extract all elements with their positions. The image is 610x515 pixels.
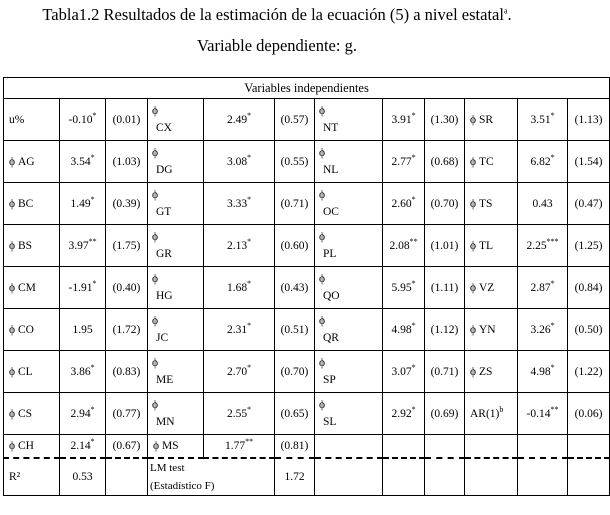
coefficient-cell [60,141,106,183]
variable-name-cell [148,99,204,141]
standard-error-cell: (0.68) [425,141,465,183]
coefficient-value: 2.92 [391,407,412,420]
coefficient-cell [383,267,425,309]
variable-name-cell [4,435,60,459]
variable-name: QO [323,289,340,302]
variable-name: CX [156,121,172,134]
phi-symbol: ϕ [9,155,16,168]
standard-error-cell: (0.57) [275,99,315,141]
significance-mark: * [247,278,252,288]
significance-mark: * [411,194,416,204]
standard-error-cell: (1.25) [568,225,610,267]
table-title-footnote-mark: a [503,6,508,16]
coefficient-cell [204,309,275,351]
coefficient-value: 5.95 [391,281,412,294]
variable-name-cell [315,351,383,393]
variable-name: MN [156,415,175,428]
coefficient-cell [383,309,425,351]
footnote-mark: b [499,404,504,414]
variable-name: CL [17,365,33,378]
lm-test-label-line1: LM test [150,462,185,474]
coefficient-value: -0.10 [68,113,93,126]
coefficient-cell [204,99,275,141]
variable-name: CM [17,281,36,294]
results-table-body [4,78,610,496]
coefficient-cell [60,393,106,435]
variable-name: NL [323,163,339,176]
standard-error-cell: (1.11) [425,267,465,309]
coefficient-value: 0.43 [532,197,553,210]
variable-name-cell [315,183,383,225]
standard-error-cell: (0.55) [275,141,315,183]
variable-name: CS [17,407,33,420]
variable-name: AG [17,155,35,168]
significance-mark: * [247,110,252,120]
variable-name-cell [4,393,60,435]
significance-mark: * [90,152,95,162]
phi-symbol: ϕ [9,197,16,210]
standard-error-cell: (0.69) [425,393,465,435]
coefficient-cell [518,309,568,351]
coefficient-value: 3.33 [226,197,248,210]
standard-error-cell: (0.77) [106,393,148,435]
variable-name: QR [323,331,339,344]
standard-error-cell: (0.84) [568,267,610,309]
standard-error-cell: (1.30) [425,99,465,141]
empty-cell [106,458,148,496]
coefficient-value: 3.08 [226,155,248,168]
variable-name-cell [4,183,60,225]
variable-name-cell [315,225,383,267]
variable-name: BS [17,239,33,252]
phi-symbol: ϕ [319,230,326,243]
variable-name-cell [148,393,204,435]
variable-name-cell [148,267,204,309]
variable-name-cell [465,99,518,141]
significance-mark: * [90,362,95,372]
coefficient-value: 2.25 [526,239,547,252]
r-squared-value: 0.53 [60,458,106,496]
results-table [3,77,610,496]
coefficient-value: 2.08 [389,239,410,252]
significance-mark: * [411,110,416,120]
significance-mark: * [247,404,252,414]
standard-error-cell: (0.40) [106,267,148,309]
phi-symbol: ϕ [9,407,16,420]
coefficient-cell [204,183,275,225]
variable-name: AR(1) [470,407,500,420]
phi-symbol: ϕ [470,155,477,168]
variable-name-cell [4,141,60,183]
empty-cell [465,435,518,459]
significance-mark: * [411,404,416,414]
variable-name-cell [315,99,383,141]
empty-cell [383,458,425,496]
dependent-variable-caption: Variable dependiente: g. [197,36,357,55]
coefficient-cell [383,183,425,225]
coefficient-cell [383,225,425,267]
significance-mark: * [411,320,416,330]
variable-name-cell [4,309,60,351]
significance-mark: * [92,278,97,288]
phi-symbol: ϕ [470,113,477,126]
r-squared-label: R² [4,458,60,496]
variable-name-cell [315,309,383,351]
coefficient-value: 2.55 [226,407,248,420]
significance-mark: * [550,110,555,120]
table-row [4,141,610,183]
significance-mark: * [247,362,252,372]
standard-error-cell: (0.60) [275,225,315,267]
coefficient-value: 2.94 [70,407,91,420]
coefficient-cell [204,225,275,267]
variable-name: GR [156,247,172,260]
variable-name-cell [465,225,518,267]
variable-name: VZ [478,281,495,294]
standard-error-cell: (0.70) [425,183,465,225]
table-header: Variables independientes [4,78,610,99]
table-title-text: Tabla1.2 Resultados de la estimación de la ecuación (5) a nivel estatal [42,5,504,24]
significance-mark: * [247,152,252,162]
phi-symbol: ϕ [470,197,477,210]
variable-name: HG [156,289,173,302]
variable-name-cell [315,141,383,183]
variable-name-cell [465,183,518,225]
variable-name: BC [17,197,34,210]
phi-symbol: ϕ [470,323,477,336]
significance-mark: * [92,110,97,120]
significance-mark: * [550,362,555,372]
phi-symbol: ϕ [319,104,326,117]
empty-cell [425,435,465,459]
standard-error-cell: (0.50) [568,309,610,351]
coefficient-cell [60,99,106,141]
coefficient-value: 1.77 [224,440,246,452]
variable-name: DG [156,163,173,176]
coefficient-value: 3.54 [70,155,91,168]
standard-error-cell: (0.81) [275,435,315,459]
phi-symbol: ϕ [319,188,326,201]
significance-mark: * [247,320,252,330]
variable-name: JC [156,331,169,344]
standard-error-cell: (0.67) [106,435,148,459]
empty-cell [568,458,610,496]
standard-error-cell: (1.12) [425,309,465,351]
phi-symbol: ϕ [470,239,477,252]
empty-cell [383,435,425,459]
variable-name: SR [478,113,494,126]
variable-name: SL [323,415,337,428]
standard-error-cell: (0.70) [275,351,315,393]
variable-name-cell [465,351,518,393]
variable-name: TS [478,197,493,210]
coefficient-value: 3.91 [391,113,412,126]
coefficient-cell [60,435,106,459]
empty-cell [425,458,465,496]
table-row [4,309,610,351]
significance-mark: * [247,236,252,246]
variable-name: ME [156,373,174,386]
standard-error-cell: (0.51) [275,309,315,351]
table-title [0,5,554,25]
table-row [4,99,610,141]
variable-name: TC [478,155,494,168]
significance-mark: ** [550,404,559,414]
phi-symbol: ϕ [470,365,477,378]
phi-symbol: ϕ [152,272,159,285]
empty-cell [518,435,568,459]
coefficient-cell [204,267,275,309]
variable-name-cell [148,183,204,225]
empty-cell [315,435,383,459]
coefficient-value: 3.07 [391,365,412,378]
significance-mark: ** [88,236,97,246]
significance-mark: * [90,404,95,414]
coefficient-cell [60,351,106,393]
variable-name: ZS [478,365,493,378]
coefficient-value: 6.82 [530,155,551,168]
coefficient-value: -1.91 [68,281,93,294]
phi-symbol: ϕ [152,188,159,201]
coefficient-cell [204,393,275,435]
standard-error-cell: (0.71) [275,183,315,225]
standard-error-cell: (1.22) [568,351,610,393]
coefficient-value: 3.26 [530,323,551,336]
empty-cell [315,458,383,496]
coefficient-cell [60,309,106,351]
variable-name-cell [315,267,383,309]
coefficient-cell [518,141,568,183]
coefficient-value: 2.70 [226,365,248,378]
phi-symbol: ϕ [153,440,160,452]
significance-mark: * [247,194,252,204]
phi-symbol: ϕ [152,356,159,369]
variable-name-cell [315,393,383,435]
coefficient-value: 2.77 [391,155,412,168]
empty-cell [465,458,518,496]
significance-mark: * [550,278,555,288]
coefficient-cell [518,351,568,393]
table-row [4,183,610,225]
coefficient-value: 2.87 [530,281,551,294]
coefficient-value: 2.31 [226,323,248,336]
lm-test-value: 1.72 [275,458,315,496]
phi-symbol: ϕ [319,146,326,159]
phi-symbol: ϕ [9,323,16,336]
standard-error-cell: (0.01) [106,99,148,141]
variable-name-cell [4,225,60,267]
significance-mark: * [550,152,555,162]
coefficient-cell [60,225,106,267]
standard-error-cell: (1.54) [568,141,610,183]
variable-name-cell [148,225,204,267]
coefficient-cell [383,141,425,183]
standard-error-cell: (0.43) [275,267,315,309]
phi-symbol: ϕ [319,356,326,369]
standard-error-cell: (0.06) [568,393,610,435]
standard-error-cell: (1.13) [568,99,610,141]
variable-name-cell [148,309,204,351]
coefficient-cell [60,183,106,225]
significance-mark: * [90,437,95,447]
phi-symbol: ϕ [319,272,326,285]
statistics-row [4,458,610,496]
standard-error-cell: (1.75) [106,225,148,267]
coefficient-cell [204,435,275,459]
phi-symbol: ϕ [152,104,159,117]
variable-name-cell [4,351,60,393]
variable-name-cell [148,435,204,459]
table-row [4,435,610,459]
coefficient-cell [383,393,425,435]
variable-name-cell [148,351,204,393]
table-title-period: . [507,5,512,24]
variable-name: OC [323,205,339,218]
variable-name: SP [323,373,336,386]
standard-error-cell: (0.39) [106,183,148,225]
phi-symbol: ϕ [152,314,159,327]
coefficient-cell [518,183,568,225]
coefficient-value: 2.14 [70,440,91,452]
coefficient-value: 2.49 [226,113,248,126]
variable-name-cell [4,99,60,141]
variable-name: GT [156,205,172,218]
lm-test-label-line2: (Estadístico F) [150,480,215,492]
standard-error-cell: (0.65) [275,393,315,435]
coefficient-cell [518,267,568,309]
coefficient-value: 2.60 [391,197,412,210]
empty-cell [518,458,568,496]
phi-symbol: ϕ [319,398,326,411]
phi-symbol: ϕ [9,281,16,294]
phi-symbol: ϕ [152,230,159,243]
significance-mark: * [411,278,416,288]
variable-name-cell [465,267,518,309]
variable-name: TL [478,239,493,252]
variable-name: PL [323,247,337,260]
significance-mark: ** [245,437,254,447]
variable-name: CO [17,323,34,336]
coefficient-cell [518,393,568,435]
variable-name-cell [465,393,518,435]
significance-mark: *** [546,236,559,246]
table-row [4,351,610,393]
standard-error-cell: (0.83) [106,351,148,393]
significance-mark: ** [409,236,418,246]
variable-name: CH [17,440,34,452]
standard-error-cell: (0.47) [568,183,610,225]
variable-name: MS [161,440,179,452]
variable-name-cell [4,267,60,309]
variable-name: u% [9,113,25,126]
coefficient-value: 3.51 [530,113,551,126]
coefficient-value: 3.97 [68,239,89,252]
coefficient-value: 4.98 [530,365,551,378]
coefficient-cell [383,351,425,393]
significance-mark: * [550,320,555,330]
coefficient-cell [60,267,106,309]
variable-name-cell [465,141,518,183]
variable-name-cell [465,309,518,351]
table-row [4,393,610,435]
standard-error-cell: (1.72) [106,309,148,351]
coefficient-cell [204,351,275,393]
coefficient-value: -0.14 [526,407,551,420]
coefficient-value: 1.68 [226,281,248,294]
significance-mark: * [411,362,416,372]
table-row [4,267,610,309]
table-header-row [4,78,610,99]
phi-symbol: ϕ [9,239,16,252]
standard-error-cell: (1.01) [425,225,465,267]
phi-symbol: ϕ [9,440,16,452]
coefficient-value: 2.13 [226,239,248,252]
standard-error-cell: (1.03) [106,141,148,183]
coefficient-value: 4.98 [391,323,412,336]
phi-symbol: ϕ [152,146,159,159]
lm-test-label [148,458,275,496]
significance-mark: * [411,152,416,162]
variable-name-cell [148,141,204,183]
variable-name: NT [323,121,339,134]
phi-symbol: ϕ [9,365,16,378]
table-row [4,225,610,267]
phi-symbol: ϕ [470,281,477,294]
coefficient-value: 3.86 [70,365,91,378]
coefficient-cell [383,99,425,141]
coefficient-value: 1.49 [70,197,91,210]
coefficient-cell [518,225,568,267]
coefficient-value: 1.95 [72,323,93,336]
significance-mark: * [90,194,95,204]
phi-symbol: ϕ [152,398,159,411]
coefficient-cell [518,99,568,141]
variable-name: YN [478,323,496,336]
coefficient-cell [204,141,275,183]
phi-symbol: ϕ [319,314,326,327]
standard-error-cell: (0.71) [425,351,465,393]
empty-cell [568,435,610,459]
